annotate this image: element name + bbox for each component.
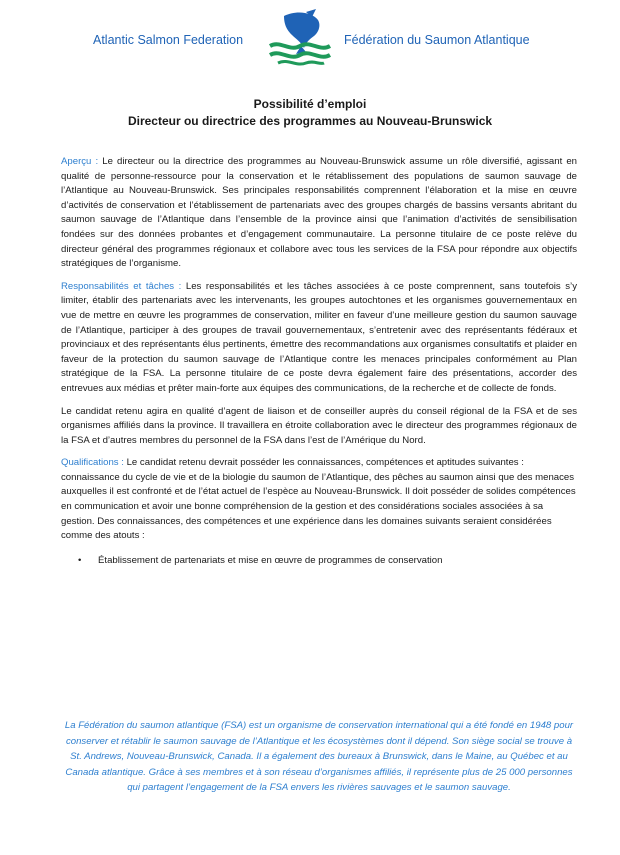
responsabilites-label: Responsabilités et tâches : [61, 280, 182, 292]
liaison-text: Le candidat retenu agira en qualité d’agent de liaison et de conseiller auprès du conseil régional de la FSA et de ses organismes affiliés dans la province. Il travaillera en étroite collaboration avec le directeur des programmes régionaux de la FSA et d’autres membres du personnel de la FSA dans l’est de l’Amérique du Nord. [61, 405, 577, 446]
apercu-label: Aperçu : [61, 156, 99, 167]
letterhead [0, 0, 620, 80]
responsabilites-text: Les responsabilités et les tâches associées à ce poste comprennent, sans toutefois s’y limiter, établir des partenariats avec les intervenants, les groupes autochtones et les organismes gouvernementaux en vue de mettre en œuvre les programmes de conservation, militer en faveur d’une meilleure gestion du saumon sauvage de l’Atlantique, participer à des groupes de travail gouvernementaux, s’entretenir avec des représentants fédéraux et provinciaux et des représentants élus pertinents, émettre des recommandations aux organismes consultatifs et plaider en faveur de la protection du saumon sauvage de l’Atlantique contre les menaces principales conformément au Plan stratégique de la FSA. La personne titulaire de ce poste devra également faire des présentations, accorder des entrevues aux médias et prêter main-forte aux équipes des communications, de la recherche et de collecte de fonds. [61, 280, 577, 394]
org-name-french: Fédération du Saumon Atlantique [344, 33, 530, 47]
qualifications-paragraph [61, 456, 577, 544]
qualifications-list [61, 554, 577, 569]
footer-note: La Fédération du saumon atlantique (FSA) est un organisme de conservation international qui a été fondé en 1948 pour conserver et rétablir le saumon sauvage de l’Atlantique et les écosystèmes dont il dépend. Son siège social se trouve à St. Andrews, Nouveau-Brunswick, Canada. Il a également des bureaux à Brunswick, dans le Maine, au Québec et au Canada atlantique. Grâce à ses membres et à son réseau d’organismes affiliés, il représente plus de 25 000 personnes qui partagent l’engagement de la FSA envers les rivières sauvages et le saumon sauvage. [64, 720, 574, 794]
apercu-paragraph [61, 155, 577, 272]
bullet-icon: • [78, 554, 82, 566]
list-item-text: Établissement de partenariats et mise en œuvre de programmes de conservation [98, 554, 443, 566]
document-body [61, 155, 577, 568]
liaison-paragraph [61, 405, 577, 449]
qualifications-label: Qualifications : [61, 457, 124, 469]
page-title: Possibilité d’emploi [253, 97, 367, 111]
qualifications-text: Le candidat retenu devrait posséder les connaissances, compétences et aptitudes suivantes : connaissance du cycle de vie et de la biologie du saumon de l’Atlantique, des pêches au saumon ainsi que des menaces auxquelles il est confronté et de l’état actuel de l’espèce au Nouveau-Brunswick. Il doit posséder de solides compétences en communication et avoir une bonne compréhension de la gestion et des considérations sociales associées à sa gestion. Des connaissances, des compétences et une expérience dans les domaines suivants seraient considérées comme des atouts : [61, 457, 576, 542]
salmon-logo-icon [266, 8, 332, 68]
job-title: Directeur ou directrice des programmes au Nouveau-Brunswick [127, 114, 493, 128]
title-block [0, 96, 620, 130]
list-item [61, 554, 577, 569]
org-name-english: Atlantic Salmon Federation [93, 33, 244, 47]
apercu-text: Le directeur ou la directrice des programmes au Nouveau-Brunswick assume un rôle diversifié, agissant en qualité de personne-ressource pour la conservation et le rétablissement des populations de saumon sauvage de l’Atlantique au Nouveau-Brunswick. Ses principales responsabilités comprennent l’élaboration et la mise en œuvre d’activités de conservation et l’établissement de partenariats avec des groupes chargés de bassins versants abritant du saumon sauvage de l’Atlantique dans l’ensemble de la province ainsi que l’animation d’activités de sensibilisation fondées sur des données probantes et d’engagement communautaire. La personne titulaire de ce poste relève du directeur général des programmes régionaux et collabore avec tous les services de la FSA pour répondre aux objectifs stratégiques de l’organisme. [61, 156, 577, 270]
responsabilites-paragraph [61, 280, 577, 397]
